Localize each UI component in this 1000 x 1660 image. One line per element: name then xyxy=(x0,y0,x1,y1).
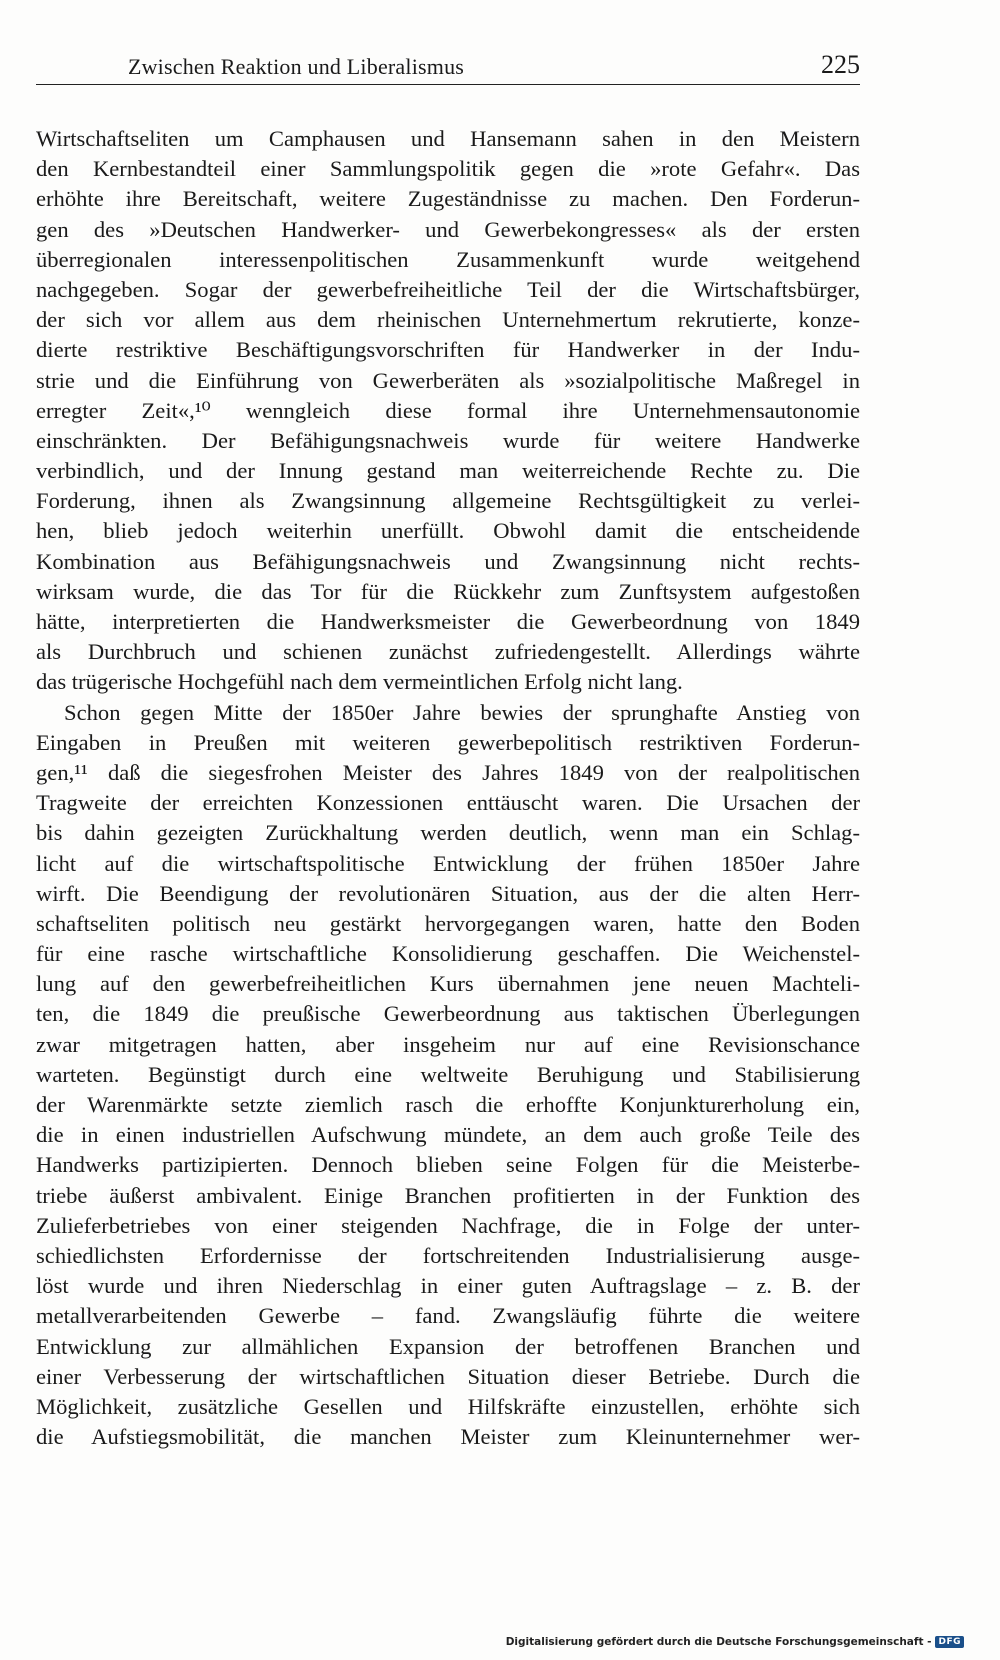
text-line: einschränkten. Der Befähigungsnachweis wurde für weitere Handwerke xyxy=(36,427,860,453)
page-number: 225 xyxy=(821,50,860,79)
text-line: Zulieferbetriebes von einer steigenden Nachfrage, die in Folge der unter- xyxy=(36,1212,860,1238)
text-line: löst wurde und ihren Niederschlag in einer guten Auftragslage – z. B. der xyxy=(36,1273,860,1299)
text-line: wirft. Die Beendigung der revolutionären Situation, aus der die alten Herr- xyxy=(36,880,860,906)
text-line: metallverarbeitenden Gewerbe – fand. Zwangsläufig führte die weitere xyxy=(36,1303,860,1329)
text-line: nachgegeben. Sogar der gewerbefreiheitliche Teil der die Wirtschaftsbürger, xyxy=(36,276,860,302)
text-line: die in einen industriellen Aufschwung mündete, an dem auch große Teile des xyxy=(36,1122,860,1148)
text-line: Tragweite der erreichten Konzessionen enttäuscht waren. Die Ursachen der xyxy=(36,790,860,816)
text-line: die Aufstiegsmobilität, die manchen Meister zum Kleinunternehmer wer- xyxy=(36,1424,860,1450)
text-line: Wirtschaftseliten um Camphausen und Hansemann sahen in den Meistern xyxy=(36,126,860,151)
text-line: Kombination aus Befähigungsnachweis und Zwangsinnung nicht rechts- xyxy=(36,548,860,574)
text-line: strie und die Einführung von Gewerberäten als »sozialpolitische Maßregel in xyxy=(36,367,860,393)
text-line: ten, die 1849 die preußische Gewerbeordnung aus taktischen Überlegungen xyxy=(36,1001,860,1027)
text-line: lung auf den gewerbefreiheitlichen Kurs übernahmen jene neuen Machteli- xyxy=(36,971,860,997)
text-line: gen,¹¹ daß die siegesfrohen Meister des Jahres 1849 von der realpolitischen xyxy=(36,759,860,785)
text-line: licht auf die wirtschaftspolitische Entwicklung der frühen 1850er Jahre xyxy=(36,850,860,876)
dfg-logo-icon: DFG xyxy=(935,1636,964,1648)
running-title: Zwischen Reaktion und Liberalismus xyxy=(127,54,465,79)
running-header xyxy=(36,48,860,85)
text-line: hen, blieb jedoch weiterhin unerfüllt. Obwohl damit die entscheidende xyxy=(36,518,860,544)
paragraph-end-line: das trügerische Hochgefühl nach dem vermeintlichen Erfolg nicht lang. xyxy=(36,669,683,695)
text-line: für eine rasche wirtschaftliche Konsolidierung geschaffen. Die Weichenstel- xyxy=(36,941,860,967)
text-line: Forderung, ihnen als Zwangsinnung allgemeine Rechtsgültigkeit zu verlei- xyxy=(36,488,860,514)
text-line: den Kernbestandteil einer Sammlungspolitik gegen die »rote Gefahr«. Das xyxy=(36,156,860,182)
text-line: hätte, interpretierten die Handwerksmeister die Gewerbeordnung von 1849 xyxy=(36,609,860,634)
text-line: Handwerks partizipierten. Dennoch blieben seine Folgen für die Meisterbe- xyxy=(36,1152,860,1178)
text-line: gen des »Deutschen Handwerker- und Gewerbekongresses« als der ersten xyxy=(36,216,860,242)
text-line: dierte restriktive Beschäftigungsvorschriften für Handwerker in der Indu- xyxy=(36,337,860,363)
text-line: der sich vor allem aus dem rheinischen Unternehmertum rekrutierte, konze- xyxy=(36,307,860,333)
text-line: schaftseliten politisch neu gestärkt hervorgegangen waren, hatte den Boden xyxy=(36,910,860,936)
text-line: bis dahin gezeigten Zurückhaltung werden deutlich, wenn man ein Schlag- xyxy=(36,820,860,846)
text-line: wirksam wurde, die das Tor für die Rückkehr zum Zunftsystem aufgestoßen xyxy=(36,578,860,604)
text-line: als Durchbruch und schienen zunächst zufriedengestellt. Allerdings währte xyxy=(36,639,860,665)
text-line: erregter Zeit«,¹⁰ wenngleich diese formal ihre Unternehmensautonomie xyxy=(36,397,860,423)
digitization-credit xyxy=(506,1636,964,1648)
text-line: zwar mitgetragen hatten, aber insgeheim nur auf eine Revisionschance xyxy=(36,1031,860,1057)
text-line: verbindlich, und der Innung gestand man weiterreichende Rechte zu. Die xyxy=(36,458,860,484)
credit-text: Digitalisierung gefördert durch die Deutsche Forschungsgemeinschaft - xyxy=(505,1636,932,1648)
text-line: triebe äußerst ambivalent. Einige Branchen profitierten in der Funktion des xyxy=(36,1182,860,1208)
text-line: warteten. Begünstigt durch eine weltweite Beruhigung und Stabilisierung xyxy=(36,1061,860,1087)
text-line: erhöhte ihre Bereitschaft, weitere Zugeständnisse zu machen. Den Forderun- xyxy=(36,186,860,212)
text-line: Entwicklung zur allmählichen Expansion der betroffenen Branchen und xyxy=(36,1333,860,1359)
paragraph-start-line: Schon gegen Mitte der 1850er Jahre bewies der sprunghafte Anstieg von xyxy=(64,699,860,725)
text-line: Eingaben in Preußen mit weiteren gewerbepolitisch restriktiven Forderun- xyxy=(36,729,860,755)
text-line: schiedlichsten Erfordernisse der fortschreitenden Industrialisierung ausge- xyxy=(36,1242,860,1268)
text-line: einer Verbesserung der wirtschaftlichen Situation dieser Betriebe. Durch die xyxy=(36,1363,860,1389)
text-line: Möglichkeit, zusätzliche Gesellen und Hilfskräfte einzustellen, erhöhte sich xyxy=(36,1393,860,1419)
text-line: der Warenmärkte setzte ziemlich rasch die erhoffte Konjunkturerholung ein, xyxy=(36,1092,860,1117)
text-line: überregionalen interessenpolitischen Zusammenkunft wurde weitgehend xyxy=(36,246,860,272)
body-text xyxy=(36,124,860,1452)
